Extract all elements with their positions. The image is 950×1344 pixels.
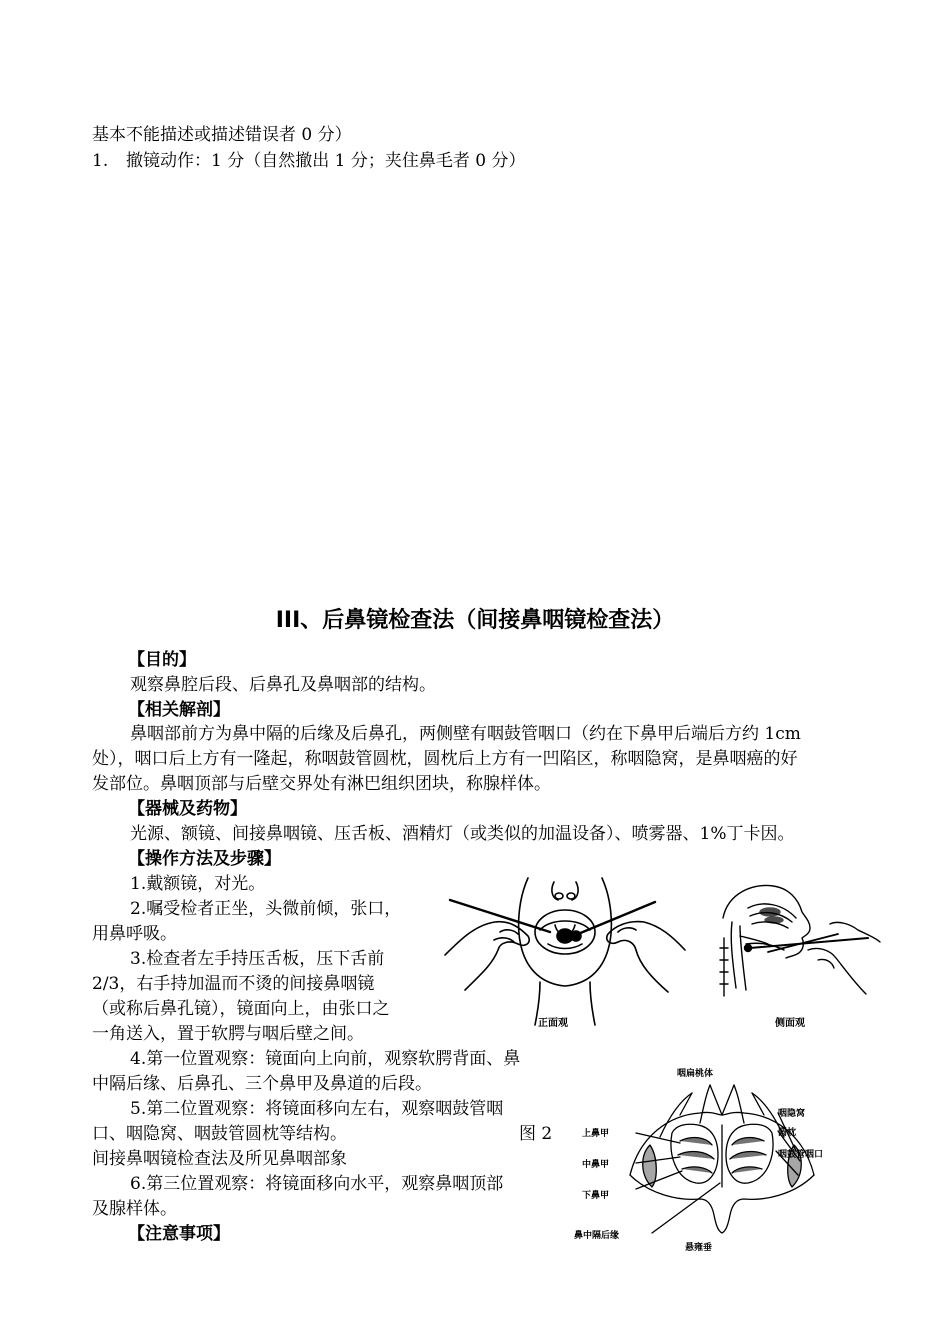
notes-heading: 【注意事项】 (128, 1224, 230, 1244)
step-line: 1.戴额镜，对光。 (130, 874, 266, 894)
side-view-illustration (718, 878, 883, 1008)
label-adenoid: 咽扁桃体 (677, 1069, 714, 1079)
list-item-text: 撤镜动作：1 分（自然撤出 1 分；夹住鼻毛者 0 分） (126, 151, 526, 171)
anatomy-line: 发部位。鼻咽顶部与后壁交界处有淋巴组织团块，称腺样体。 (92, 774, 551, 794)
label-uvula: 悬雍垂 (685, 1243, 713, 1253)
figure-number: 图 2 (519, 1124, 553, 1144)
step-line: 5.第二位置观察：将镜面移向左右，观察咽鼓管咽 (130, 1099, 504, 1119)
front-view-caption: 正面观 (538, 1018, 568, 1029)
figure-title: 间接鼻咽镜检查法及所见鼻咽部象 (92, 1149, 347, 1169)
step-line: 用鼻呼吸。 (92, 924, 177, 944)
anatomy-line: 处），咽口后上方有一隆起，称咽鼓管圆枕，圆枕后上方有一凹陷区，称咽隐窝，是鼻咽癌的好 (92, 749, 798, 769)
purpose-text: 观察鼻腔后段、后鼻孔及鼻咽部的结构。 (130, 675, 436, 695)
anatomy-heading: 【相关解剖】 (128, 700, 230, 720)
purpose-heading: 【目的】 (128, 650, 196, 670)
label-tube-opening: 咽鼓管咽口 (778, 1150, 824, 1160)
step-line: 3.检查者左手持压舌板，压下舌前 (130, 949, 385, 969)
label-inferior-turbinate: 下鼻甲 (582, 1191, 610, 1201)
step-line: 口、咽隐窝、咽鼓管圆枕等结构。 (92, 1124, 347, 1144)
label-recess: 咽隐窝 (778, 1109, 806, 1119)
equipment-heading: 【器械及药物】 (128, 799, 247, 819)
list-item-number: 1. (92, 151, 109, 171)
label-torus: 圆枕 (778, 1128, 797, 1138)
label-middle-turbinate: 中鼻甲 (582, 1160, 610, 1170)
step-line: （或称后鼻孔镜），镜面向上，由张口之 (92, 999, 390, 1019)
step-line: 4.第一位置观察：镜面向上向前，观察软腭背面、鼻 (130, 1049, 521, 1069)
label-septum-edge: 鼻中隔后缘 (574, 1231, 620, 1241)
steps-heading: 【操作方法及步骤】 (128, 849, 281, 869)
equipment-text: 光源、额镜、间接鼻咽镜、压舌板、酒精灯（或类似的加温设备）、喷雾器、1%丁卡因。 (130, 824, 795, 844)
step-line: 2.嘱受检者正坐，头微前倾，张口， (130, 899, 402, 919)
anatomy-line: 鼻咽部前方为鼻中隔的后缘及后鼻孔，两侧壁有咽鼓管咽口（约在下鼻甲后端后方约 1cm (130, 724, 801, 744)
side-view-caption: 侧面观 (775, 1018, 805, 1029)
label-superior-turbinate: 上鼻甲 (582, 1129, 610, 1139)
nasopharynx-mirror-view (600, 1075, 850, 1250)
step-line: 2/3，右手持加温而不烫的间接鼻咽镜 (92, 974, 375, 994)
step-line: 及腺样体。 (92, 1199, 177, 1219)
step-line: 6.第三位置观察：将镜面移向水平，观察鼻咽顶部 (130, 1174, 504, 1194)
section-title: III、后鼻镜检查法（间接鼻咽镜检查法） (275, 608, 675, 633)
step-line: 一角送入，置于软腭与咽后壁之间。 (92, 1024, 364, 1044)
step-line: 中隔后缘、后鼻孔、三个鼻甲及鼻道的后段。 (92, 1074, 432, 1094)
front-view-illustration (440, 870, 690, 1030)
continued-text: 基本不能描述或描述错误者 0 分） (92, 125, 352, 145)
